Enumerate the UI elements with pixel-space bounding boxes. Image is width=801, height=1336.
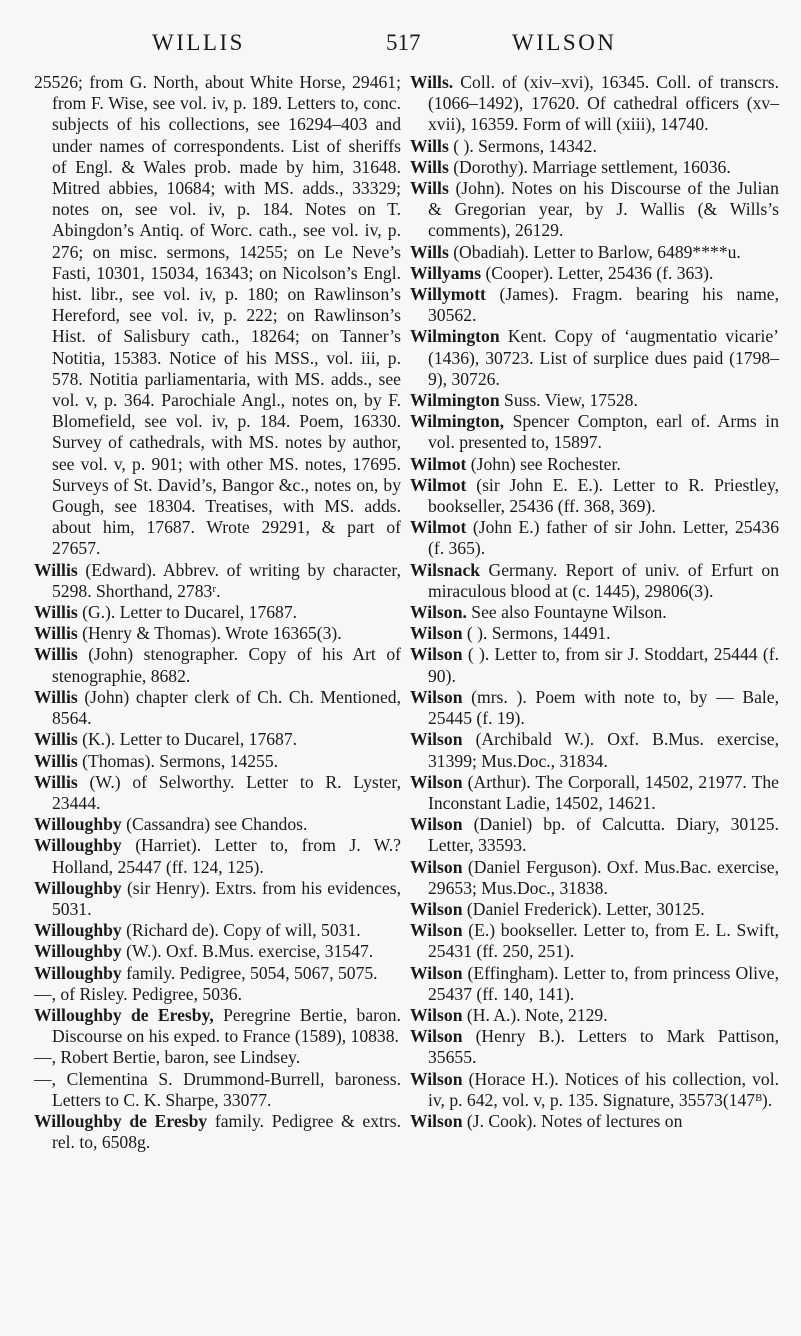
entry-text: (Arthur). The Corporall, 14502, 21977. The Inconstant Ladie, 14502, 14621. (428, 771, 779, 813)
entry-heading: Wilmington (410, 390, 500, 411)
entry-heading: Willis (34, 559, 78, 580)
entry-text: (sir Henry). Extrs. from his evidences, 5031. (52, 877, 401, 919)
index-entry (410, 72, 779, 136)
entry-heading: Willoughby de Eresby, (34, 1004, 214, 1025)
entry-text: (H. A.). Note, 2129. (466, 1004, 608, 1025)
entry-text: (Daniel) bp. of Calcutta. Diary, 30125. Letter, 33593. (428, 814, 779, 856)
entry-text: 25526; from G. North, about White Horse, 29461; from F. Wise, see vol. iv, p. 189. Letters to, conc. subjects of his collections, see 16294–403 and under names of correspondents. List of sheriffs of Engl. & Wales prob. made by him, 31648. Mitred abbies, 10684; with MS. adds., 33329; notes on, see vol. iv, p. 184. Notes on T. Abingdon’s Antiq. of Worc. cath., see vol. iv, p. 276; on misc. sermons, 14255; on Le Neve’s Fasti, 10301, 15034, 16343; on Nicolson’s Engl. hist. libr., see vol. iv, p. 180; on Rawlinson’s Hereford, see vol. iv, p. 222; on Rawlinson’s Hist. of Salisbury cath., 18264; on Tanner’s Notitia, 15383. Notice of his MSS., vol. iii, p. 578. Notitia parliamentaria, with MS. adds., see vol. v, p. 364. Parochiale Angl., notes on, by F. Blomefield, see vol. iv, p. 184. Poem, 16330. Survey of cathedrals, with MS. notes by author, see vol. v, p. 901; with other MS. notes, 17695. Surveys of St. David’s, Bangor &c., notes on, by Gough, see 18304. Treatises, with MS. adds. about him, 17687. Wrote 29291, & part of 27657. (34, 72, 401, 559)
entry-heading: Willoughby (34, 941, 122, 962)
entry-heading: Wills (410, 156, 449, 177)
entry-heading: Wilmot (410, 517, 467, 538)
entry-text: ( ). Sermons, 14491. (466, 623, 611, 644)
entry-heading: Wilson (410, 644, 463, 665)
entry-text: (E.) bookseller. Letter to, from E. L. Swift, 25431 (ff. 250, 251). (428, 920, 779, 962)
entry-heading: Willoughby de Eresby (34, 1110, 208, 1131)
index-entry (410, 729, 779, 771)
entry-heading: Willymott (410, 284, 486, 305)
index-entry (410, 517, 779, 559)
index-entry (410, 623, 779, 644)
entry-text: (Edward). Abbrev. of writing by character, 5298. Shorthand, 2783ʳ. (52, 559, 401, 601)
index-entry (410, 326, 779, 390)
index-entry (410, 857, 779, 899)
index-entry (410, 242, 779, 263)
index-entry (410, 560, 779, 602)
entry-text: (K.). Letter to Ducarel, 17687. (82, 729, 298, 750)
entry-heading: Willoughby (34, 814, 122, 835)
index-entry (410, 475, 779, 517)
entry-text: (Thomas). Sermons, 14255. (82, 750, 279, 771)
index-entry (34, 729, 401, 750)
index-entry (410, 963, 779, 1005)
entry-text: (mrs. ). Poem with note to, by — Bale, 25445 (f. 19). (428, 686, 779, 729)
entry-text: (Henry & Thomas). Wrote 16365(3). (82, 623, 342, 644)
entry-text: (sir John E. E.). Letter to R. Priestley, bookseller, 25436 (ff. 368, 369). (428, 474, 779, 517)
right-column (410, 72, 779, 1132)
entry-text: (Daniel Ferguson). Oxf. Mus.Bac. exercise, 29653; Mus.Doc., 31838. (428, 856, 779, 898)
left-column (34, 72, 401, 1153)
index-entry (410, 920, 779, 962)
index-entry (410, 454, 779, 475)
entry-text: family. Pedigree & extrs. rel. to, 6508g. (52, 1110, 401, 1153)
entry-text: (Harriet). Letter to, from J. W.? Holland, 25447 (ff. 124, 125). (52, 835, 401, 877)
running-header (0, 30, 801, 70)
index-entry (410, 1069, 779, 1111)
entry-text: (J. Cook). Notes of lectures on (466, 1110, 683, 1131)
index-entry (34, 687, 401, 729)
entry-text: (John). Notes on his Discourse of the Julian & Gregorian year, by J. Wallis (& Wills’s comments), 26129. (428, 178, 779, 241)
entry-heading: Wilson (410, 962, 463, 983)
index-entry (410, 772, 779, 814)
entry-heading: Wilson. (410, 602, 467, 623)
entry-text: (Daniel Frederick). Letter, 30125. (466, 898, 705, 919)
entry-text: (Henry B.). Letters to Mark Pattison, 35655. (428, 1026, 779, 1068)
index-entry (410, 644, 779, 686)
index-entry (34, 920, 401, 941)
page-number: 517 (386, 30, 421, 55)
index-entry (410, 814, 779, 856)
entry-heading: Willis (34, 729, 78, 750)
entry-text: (W.). Oxf. B.Mus. exercise, 31547. (126, 941, 374, 962)
entry-heading: Wilmington (410, 326, 500, 347)
entry-heading: Willoughby (34, 835, 122, 856)
index-entry (34, 772, 401, 814)
entry-heading: Wilson (410, 729, 463, 750)
entry-heading: Wilson (410, 1004, 463, 1025)
index-entry (34, 602, 401, 623)
index-entry (34, 72, 401, 560)
entry-text: (Cooper). Letter, 25436 (f. 363). (485, 262, 714, 283)
index-entry (410, 263, 779, 284)
entry-heading: Willis (34, 602, 78, 623)
entry-text: (Horace H.). Notices of his collection, vol. iv, p. 642, vol. v, p. 135. Signature, 35573(147ᴮ). (428, 1068, 779, 1110)
entry-text: (Cassandra) see Chandos. (126, 814, 308, 835)
entry-text: (Richard de). Copy of will, 5031. (126, 920, 361, 941)
entry-heading: Wills. (410, 72, 454, 92)
entry-heading: Wilmington, (410, 411, 505, 432)
entry-text: Spencer Compton, earl of. Arms in vol. presented to, 15897. (428, 411, 779, 453)
entry-heading: Willis (34, 750, 78, 771)
entry-heading: Wilson (410, 1110, 463, 1131)
entry-heading: Willis (34, 686, 78, 707)
index-entry (34, 878, 401, 920)
entry-text: —, of Risley. Pedigree, 5036. (34, 983, 242, 1004)
index-entry (410, 1005, 779, 1026)
index-entry (34, 560, 401, 602)
entry-heading: Wilson (410, 686, 463, 707)
index-entry (410, 411, 779, 453)
index-entry (410, 284, 779, 326)
index-entry (34, 1111, 401, 1153)
entry-heading: Willoughby (34, 920, 122, 941)
entry-heading: Wills (410, 178, 449, 199)
index-entry (410, 390, 779, 411)
index-entry (34, 644, 401, 686)
index-entry (410, 687, 779, 729)
entry-heading: Wills (410, 135, 449, 156)
entry-text: (John E.) father of sir John. Letter, 25436 (f. 365). (428, 517, 779, 559)
entry-heading: Willoughby (34, 877, 122, 898)
index-entry (410, 157, 779, 178)
entry-text: —, Robert Bertie, baron, see Lindsey. (34, 1047, 301, 1068)
index-entry (34, 814, 401, 835)
header-left-word: WILLIS (152, 30, 245, 55)
entry-heading: Wilson (410, 898, 463, 919)
entry-heading: Willis (34, 623, 78, 644)
entry-heading: Willyams (410, 262, 482, 283)
index-entry (34, 623, 401, 644)
entry-heading: Wilsnack (410, 559, 481, 580)
entry-heading: Wilson (410, 1026, 463, 1047)
entry-text: ( ). Letter to, from sir J. Stoddart, 25444 (f. 90). (428, 644, 779, 686)
index-entry (410, 178, 779, 242)
entry-heading: Willis (34, 644, 78, 665)
entry-text: Coll. of (xiv–xvi), 16345. Coll. of transcrs. (1066–1492), 17620. Of cathedral officers (xv–xvii), 16359. Form of will (xiii), 14740. (428, 72, 779, 135)
index-entry (410, 136, 779, 157)
entry-text: ( ). Sermons, 14342. (453, 135, 597, 156)
index-entry (34, 984, 401, 1005)
entry-heading: Willis (34, 771, 78, 792)
entry-text: (John) see Rochester. (470, 453, 621, 474)
index-entry (410, 1111, 779, 1132)
index-entry (410, 1026, 779, 1068)
entry-text: Germany. Report of univ. of Erfurt on miraculous blood at (c. 1445), 29806(3). (428, 559, 779, 601)
entry-heading: Willoughby (34, 962, 122, 983)
entry-heading: Wilson (410, 1068, 463, 1089)
entry-text: (John) chapter clerk of Ch. Ch. Mentioned, 8564. (52, 686, 401, 729)
entry-text: (James). Fragm. bearing his name, 30562. (428, 284, 779, 326)
index-entry (34, 1005, 401, 1047)
entry-text: (Archibald W.). Oxf. B.Mus. exercise, 31399; Mus.Doc., 31834. (428, 729, 779, 771)
entry-text: (G.). Letter to Ducarel, 17687. (82, 602, 298, 623)
entry-heading: Wilson (410, 623, 463, 644)
entry-heading: Wills (410, 241, 449, 262)
entry-text: (W.) of Selworthy. Letter to R. Lyster, 23444. (52, 771, 401, 813)
entry-text: (Effingham). Letter to, from princess Olive, 25437 (ff. 140, 141). (428, 962, 779, 1004)
entry-text: (Obadiah). Letter to Barlow, 6489****u. (453, 241, 741, 262)
entry-heading: Wilson (410, 771, 463, 792)
entry-heading: Wilmot (410, 474, 467, 495)
entry-text: family. Pedigree, 5054, 5067, 5075. (126, 962, 378, 983)
entry-text: (Dorothy). Marriage settlement, 16036. (453, 156, 731, 177)
entry-text: Suss. View, 17528. (504, 390, 638, 411)
header-right-word: WILSON (512, 30, 617, 55)
index-entry (34, 835, 401, 877)
index-entry (410, 899, 779, 920)
entry-heading: Wilson (410, 856, 463, 877)
index-entry (34, 1069, 401, 1111)
entry-heading: Wilmot (410, 453, 467, 474)
index-entry (34, 963, 401, 984)
index-entry (410, 602, 779, 623)
entry-text: Peregrine Bertie, baron. Discourse on his exped. to France (1589), 10838. (52, 1004, 401, 1047)
entry-text: See also Fountayne Wilson. (471, 602, 667, 623)
entry-text: Kent. Copy of ‘augmentatio vicarie’ (1436), 30723. List of surplice dues paid (1798–9), 30726. (428, 326, 779, 389)
index-entry (34, 751, 401, 772)
entry-heading: Wilson (410, 920, 463, 941)
entry-heading: Wilson (410, 814, 463, 835)
index-entry (34, 1047, 401, 1068)
entry-text: (John) stenographer. Copy of his Art of stenographie, 8682. (52, 644, 401, 686)
index-entry (34, 941, 401, 962)
entry-text: —, Clementina S. Drummond-Burrell, baroness. Letters to C. K. Sharpe, 33077. (34, 1068, 401, 1110)
